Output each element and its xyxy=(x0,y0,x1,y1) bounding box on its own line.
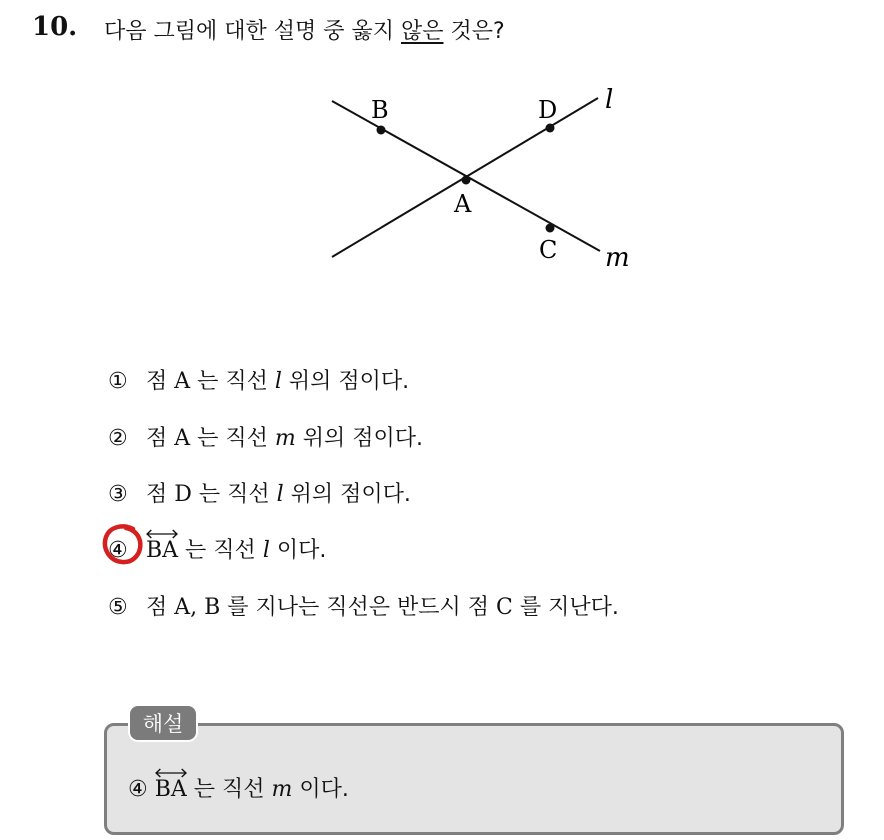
line-ba-label: BA xyxy=(146,538,179,563)
choice-line-name: l xyxy=(274,369,282,394)
choice-text: 위의 점이다. xyxy=(295,426,424,451)
choice-2[interactable] xyxy=(108,421,423,452)
solution-tag: 해설 xyxy=(128,704,198,742)
choice-text: 는 직선 xyxy=(178,538,263,563)
choice-number: ③ xyxy=(108,482,128,507)
choice-3[interactable] xyxy=(108,477,411,508)
choice-text: 를 지난다. xyxy=(512,595,619,620)
line-ba-notation xyxy=(146,538,178,563)
label-D: D xyxy=(538,96,558,124)
choice-text: 는 직선 xyxy=(191,482,277,507)
question-text-before: 다음 그림에 대한 설명 중 옳지 xyxy=(104,19,401,44)
choice-line-name: l xyxy=(276,482,284,507)
question-text-after: 것은? xyxy=(443,19,505,44)
solution-line-name: m xyxy=(271,777,293,802)
solution-line-label: BA xyxy=(154,777,187,802)
choice-text: 는 직선 xyxy=(190,426,275,451)
choice-text: 점 xyxy=(146,426,175,451)
solution-text xyxy=(128,772,349,803)
solution-body-text: 이다. xyxy=(292,777,349,802)
choice-text: 점 xyxy=(146,482,175,507)
label-C: C xyxy=(539,236,558,264)
point-C xyxy=(546,224,555,233)
choice-line-name: m xyxy=(274,426,296,451)
choice-text: 를 지나는 직선은 반드시 점 xyxy=(220,595,497,620)
answer-circle-mark xyxy=(102,523,144,565)
choice-text: 위의 점이다. xyxy=(281,369,410,394)
solution-line-notation xyxy=(155,777,187,802)
choice-number: ① xyxy=(108,369,128,394)
point-B xyxy=(377,126,386,135)
label-m: m xyxy=(605,243,630,273)
choice-text: 점 xyxy=(146,369,175,394)
choice-line-name: l xyxy=(262,538,270,563)
solution-body-text: 는 직선 xyxy=(186,777,272,802)
double-arrow-icon xyxy=(155,767,187,779)
choice-1[interactable] xyxy=(108,364,409,395)
choice-number: ② xyxy=(108,426,128,451)
choice-point: A, B xyxy=(174,595,221,620)
choice-text: 는 직선 xyxy=(190,369,275,394)
point-A xyxy=(462,176,471,185)
choice-text: 위의 점이다. xyxy=(283,482,411,507)
choice-point: D xyxy=(174,482,192,507)
solution-number: ④ xyxy=(128,777,148,802)
question-text xyxy=(104,14,505,45)
geometry-figure xyxy=(300,80,660,290)
question-text-underlined: 않은 xyxy=(400,19,444,44)
choice-text: 이다. xyxy=(269,538,327,563)
choice-number: ⑤ xyxy=(108,595,128,620)
label-A: A xyxy=(454,190,472,218)
choice-point: A xyxy=(174,369,191,394)
choice-point: A xyxy=(174,426,191,451)
point-D xyxy=(546,124,555,133)
choice-point: C xyxy=(496,595,513,620)
label-B: B xyxy=(371,96,389,124)
choice-5[interactable] xyxy=(108,590,619,621)
label-l: l xyxy=(605,85,614,115)
choice-text: 점 xyxy=(146,595,175,620)
double-arrow-icon xyxy=(146,528,178,540)
choice-number: ④ xyxy=(108,538,128,563)
question-number: 10. xyxy=(32,12,78,42)
